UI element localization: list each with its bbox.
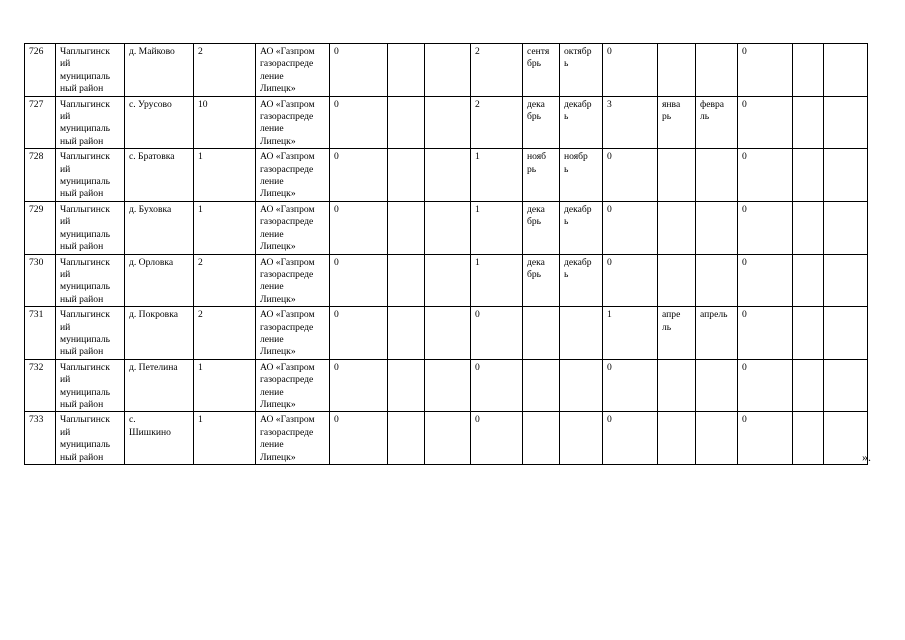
col7-cell xyxy=(425,44,471,97)
col10-cell xyxy=(560,307,603,360)
col11-cell: 0 xyxy=(603,412,658,465)
col9-cell: дека брь xyxy=(523,96,560,149)
col9-cell xyxy=(523,307,560,360)
col7-cell xyxy=(425,307,471,360)
col8-cell: 1 xyxy=(471,254,523,307)
district-cell: Чаплыгинск ий муниципаль ный район xyxy=(56,412,125,465)
col5-cell: 0 xyxy=(330,149,388,202)
col9-cell xyxy=(523,359,560,412)
col14-cell: 0 xyxy=(738,149,793,202)
col12-cell xyxy=(658,359,696,412)
col5-cell: 0 xyxy=(330,96,388,149)
table-row xyxy=(25,149,868,202)
col11-cell: 3 xyxy=(603,96,658,149)
col13-cell: апрель xyxy=(696,307,738,360)
col8-cell: 0 xyxy=(471,307,523,360)
col16-cell xyxy=(824,149,868,202)
district-cell: Чаплыгинск ий муниципаль ный район xyxy=(56,307,125,360)
closing-quote-mark: ». xyxy=(862,450,871,464)
row-number: 731 xyxy=(25,307,56,360)
col13-cell xyxy=(696,412,738,465)
col11-cell: 0 xyxy=(603,44,658,97)
col10-cell: декабр ь xyxy=(560,254,603,307)
organization-cell: АО «Газпром газораспреде ление Липецк» xyxy=(256,201,330,254)
district-cell: Чаплыгинск ий муниципаль ный район xyxy=(56,149,125,202)
count-cell: 1 xyxy=(194,359,256,412)
col14-cell: 0 xyxy=(738,44,793,97)
col7-cell xyxy=(425,96,471,149)
organization-cell: АО «Газпром газораспреде ление Липецк» xyxy=(256,359,330,412)
col13-cell xyxy=(696,254,738,307)
col11-cell: 0 xyxy=(603,254,658,307)
settlement-cell: с. Братовка xyxy=(125,149,194,202)
col5-cell: 0 xyxy=(330,254,388,307)
organization-cell: АО «Газпром газораспреде ление Липецк» xyxy=(256,254,330,307)
count-cell: 1 xyxy=(194,412,256,465)
district-cell: Чаплыгинск ий муниципаль ный район xyxy=(56,44,125,97)
count-cell: 1 xyxy=(194,149,256,202)
col13-cell xyxy=(696,201,738,254)
settlement-cell: д. Майково xyxy=(125,44,194,97)
col12-cell: апре ль xyxy=(658,307,696,360)
row-number: 730 xyxy=(25,254,56,307)
col10-cell: октябр ь xyxy=(560,44,603,97)
col6-cell xyxy=(388,359,425,412)
col9-cell: дека брь xyxy=(523,254,560,307)
col15-cell xyxy=(793,96,824,149)
table-row xyxy=(25,307,868,360)
col6-cell xyxy=(388,96,425,149)
col6-cell xyxy=(388,307,425,360)
col7-cell xyxy=(425,359,471,412)
col13-cell xyxy=(696,359,738,412)
col14-cell: 0 xyxy=(738,307,793,360)
col8-cell: 0 xyxy=(471,359,523,412)
col15-cell xyxy=(793,44,824,97)
row-number: 727 xyxy=(25,96,56,149)
col10-cell: декабр ь xyxy=(560,96,603,149)
col8-cell: 1 xyxy=(471,149,523,202)
col11-cell: 1 xyxy=(603,307,658,360)
district-cell: Чаплыгинск ий муниципаль ный район xyxy=(56,254,125,307)
col8-cell: 2 xyxy=(471,44,523,97)
col6-cell xyxy=(388,412,425,465)
settlement-cell: с. Шишкино xyxy=(125,412,194,465)
settlement-cell: д. Буховка xyxy=(125,201,194,254)
district-cell: Чаплыгинск ий муниципаль ный район xyxy=(56,201,125,254)
col6-cell xyxy=(388,254,425,307)
col7-cell xyxy=(425,149,471,202)
col14-cell: 0 xyxy=(738,201,793,254)
col12-cell xyxy=(658,412,696,465)
table-row xyxy=(25,44,868,97)
count-cell: 2 xyxy=(194,307,256,360)
count-cell: 2 xyxy=(194,254,256,307)
col7-cell xyxy=(425,254,471,307)
organization-cell: АО «Газпром газораспреде ление Липецк» xyxy=(256,44,330,97)
col12-cell xyxy=(658,149,696,202)
col6-cell xyxy=(388,201,425,254)
col16-cell xyxy=(824,307,868,360)
col10-cell: ноябр ь xyxy=(560,149,603,202)
table-row xyxy=(25,254,868,307)
row-number: 729 xyxy=(25,201,56,254)
col15-cell xyxy=(793,307,824,360)
table-row xyxy=(25,412,868,465)
col5-cell: 0 xyxy=(330,44,388,97)
col13-cell: февра ль xyxy=(696,96,738,149)
row-number: 732 xyxy=(25,359,56,412)
organization-cell: АО «Газпром газораспреде ление Липецк» xyxy=(256,96,330,149)
count-cell: 10 xyxy=(194,96,256,149)
col8-cell: 2 xyxy=(471,96,523,149)
col7-cell xyxy=(425,412,471,465)
col5-cell: 0 xyxy=(330,412,388,465)
col14-cell: 0 xyxy=(738,412,793,465)
col10-cell: декабр ь xyxy=(560,201,603,254)
organization-cell: АО «Газпром газораспреде ление Липецк» xyxy=(256,307,330,360)
col5-cell: 0 xyxy=(330,307,388,360)
settlement-cell: д. Покровка xyxy=(125,307,194,360)
col11-cell: 0 xyxy=(603,149,658,202)
table-row xyxy=(25,359,868,412)
col13-cell xyxy=(696,149,738,202)
row-number: 733 xyxy=(25,412,56,465)
settlement-cell: с. Урусово xyxy=(125,96,194,149)
col5-cell: 0 xyxy=(330,201,388,254)
district-cell: Чаплыгинск ий муниципаль ный район xyxy=(56,359,125,412)
col10-cell xyxy=(560,412,603,465)
organization-cell: АО «Газпром газораспреде ление Липецк» xyxy=(256,412,330,465)
settlement-cell: д. Орловка xyxy=(125,254,194,307)
col7-cell xyxy=(425,201,471,254)
col11-cell: 0 xyxy=(603,359,658,412)
col16-cell xyxy=(824,96,868,149)
col14-cell: 0 xyxy=(738,254,793,307)
col16-cell xyxy=(824,201,868,254)
col12-cell xyxy=(658,201,696,254)
district-cell: Чаплыгинск ий муниципаль ный район xyxy=(56,96,125,149)
col6-cell xyxy=(388,44,425,97)
col10-cell xyxy=(560,359,603,412)
col14-cell: 0 xyxy=(738,96,793,149)
col16-cell xyxy=(824,412,868,465)
col16-cell xyxy=(824,254,868,307)
col14-cell: 0 xyxy=(738,359,793,412)
organization-cell: АО «Газпром газораспреде ление Липецк» xyxy=(256,149,330,202)
col15-cell xyxy=(793,149,824,202)
col8-cell: 0 xyxy=(471,412,523,465)
col13-cell xyxy=(696,44,738,97)
col9-cell: нояб рь xyxy=(523,149,560,202)
col12-cell xyxy=(658,44,696,97)
settlement-cell: д. Петелина xyxy=(125,359,194,412)
col16-cell xyxy=(824,44,868,97)
table-row xyxy=(25,96,868,149)
col5-cell: 0 xyxy=(330,359,388,412)
col9-cell: дека брь xyxy=(523,201,560,254)
col12-cell: янва рь xyxy=(658,96,696,149)
col15-cell xyxy=(793,412,824,465)
count-cell: 2 xyxy=(194,44,256,97)
col16-cell xyxy=(824,359,868,412)
col8-cell: 1 xyxy=(471,201,523,254)
col11-cell: 0 xyxy=(603,201,658,254)
col12-cell xyxy=(658,254,696,307)
col9-cell: сентя брь xyxy=(523,44,560,97)
col9-cell xyxy=(523,412,560,465)
table-row xyxy=(25,201,868,254)
count-cell: 1 xyxy=(194,201,256,254)
col6-cell xyxy=(388,149,425,202)
col15-cell xyxy=(793,359,824,412)
col15-cell xyxy=(793,254,824,307)
gasification-table xyxy=(24,43,868,465)
col15-cell xyxy=(793,201,824,254)
row-number: 728 xyxy=(25,149,56,202)
row-number: 726 xyxy=(25,44,56,97)
